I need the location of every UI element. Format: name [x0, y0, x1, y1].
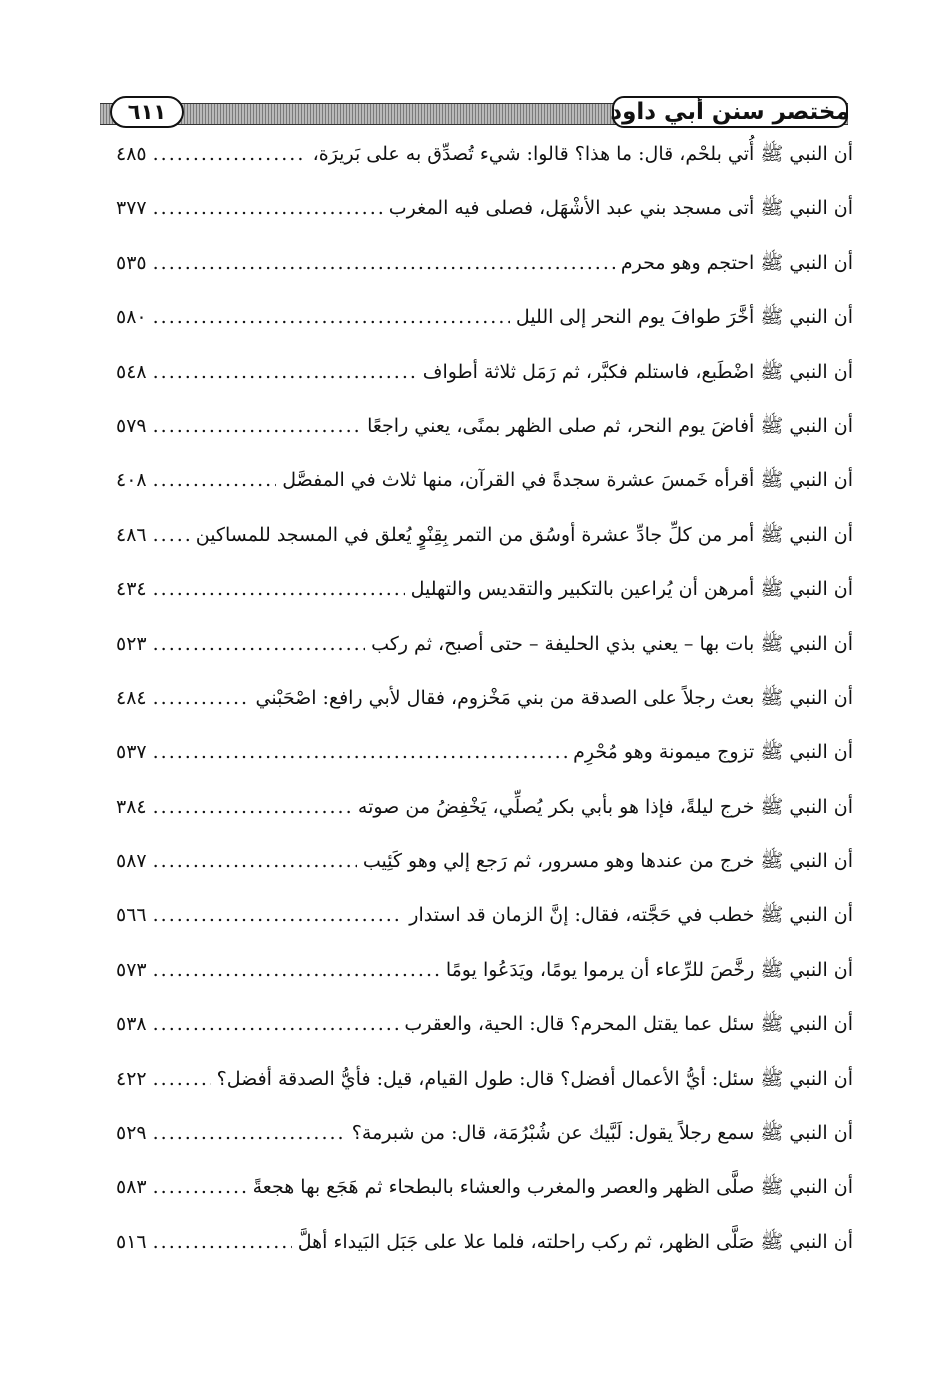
entry-text: أن النبي ﷺ سئل عما يقتل المحرم؟ قال: الحية، والعقرب — [404, 1013, 853, 1036]
book-title-box — [612, 96, 848, 128]
index-entry — [116, 523, 853, 577]
entry-text: أن النبي ﷺ أُتي بلحْم، قال: ما هذا؟ قالوا: شيء تُصدِّق به على بَريرَة، — [312, 143, 853, 165]
entry-page: ٥٦٦ — [116, 904, 147, 927]
index-entry — [116, 958, 853, 1012]
entry-text: أن النبي ﷺ تزوج ميمونة وهو مُحْرِم — [573, 741, 853, 764]
entry-text: أن النبي ﷺ خرج من عندها وهو مسرور، ثم رَجع إلي وهو كَئِيب — [362, 850, 853, 873]
index-entry — [116, 1175, 853, 1229]
leader-dots — [153, 143, 307, 165]
page-number: ٦١١ — [127, 100, 167, 124]
entry-page: ٥٢٩ — [116, 1122, 147, 1145]
entry-text: أن النبي ﷺ خطب في حَجَّته، فقال: إنَّ الزمان قد استدار — [409, 904, 853, 927]
entry-text: أن النبي ﷺ رخَّصَ للرِّعاء أن يرموا يومًا، ويَدَعُوا يومًا — [445, 958, 853, 981]
entry-page: ٣٨٤ — [116, 795, 147, 818]
leader-dots — [153, 1176, 247, 1198]
leader-dots — [153, 361, 417, 383]
page-header — [100, 96, 848, 130]
page-number-box — [110, 96, 184, 128]
entry-text: أن النبي ﷺ أخَّرَ طوافَ يوم النحر إلى الليل — [515, 306, 853, 329]
index-entries — [116, 142, 853, 1284]
book-title: مختصر سنن أبي داود — [610, 99, 850, 125]
index-entry — [116, 1067, 853, 1121]
entry-text: أن النبي ﷺ أمر من كلِّ جادِّ عشرة أوسُق من التمر بِقِنْوٍ يُعلق في المسجد للمساكين — [195, 523, 853, 546]
index-entry — [116, 251, 853, 305]
entry-page: ٤٨٦ — [116, 523, 147, 546]
entry-page: ٥٤٨ — [116, 360, 147, 383]
entry-text: أن النبي ﷺ خرج ليلةً، فإذا هو بأبي بكر يُصلِّي، يَخْفِضُ من صوته — [357, 795, 853, 818]
entry-text: أن النبي ﷺ سئل: أيُّ الأعمال أفضل؟ قال: طول القيام، قيل: فأيُّ الصدقة أفضل؟ — [216, 1067, 853, 1090]
index-entry — [116, 1012, 853, 1066]
index-entry — [116, 577, 853, 631]
leader-dots — [153, 796, 352, 818]
entry-text: أن النبي ﷺ أقرأه خَمسَ عشرة سجدةً في القرآن، منها ثلاث في المفصَّل — [282, 469, 853, 492]
entry-page: ٥٧٩ — [116, 414, 147, 437]
index-entry — [116, 468, 853, 522]
index-entry — [116, 903, 853, 957]
index-entry — [116, 686, 853, 740]
leader-dots — [153, 578, 405, 600]
index-entry — [116, 1230, 853, 1284]
entry-text: أن النبي ﷺ سمع رجلاً يقول: لَبَّيك عن شُبْرُمَة، قال: من شبرمة؟ — [351, 1122, 853, 1145]
leader-dots — [153, 197, 383, 219]
leader-dots — [153, 415, 361, 437]
entry-page: ٥١٦ — [116, 1230, 147, 1253]
entry-text: أن النبي ﷺ بات بها – يعني بذي الحليفة – حتى أصبح، ثم ركب — [371, 632, 853, 655]
index-entry — [116, 142, 853, 196]
leader-dots — [153, 850, 357, 872]
leader-dots — [153, 904, 404, 926]
leader-dots — [153, 741, 567, 763]
index-entry — [116, 305, 853, 359]
entry-page: ٤٣٤ — [116, 578, 147, 601]
leader-dots — [153, 524, 190, 546]
index-entry — [116, 849, 853, 903]
entry-text: أن النبي ﷺ صَلَّى الظهر، ثم ركب راحلته، فلما علا على جَبَل البَيداء أهلَّ — [297, 1230, 853, 1253]
leader-dots — [153, 959, 440, 981]
entry-text: أن النبي ﷺ أتى مسجد بني عبد الأشْهَل، فصلى فيه المغرب — [388, 197, 853, 220]
entry-page: ٥٨٣ — [116, 1176, 147, 1199]
leader-dots — [153, 252, 615, 274]
entry-page: ٤٢٢ — [116, 1067, 147, 1090]
index-entry — [116, 795, 853, 849]
index-entry — [116, 1121, 853, 1175]
entry-text: أن النبي ﷺ بعث رجلاً على الصدقة من بني مَخْزوم، فقال لأبي رافع: اصْحَبْني — [255, 686, 853, 709]
entry-text: أن النبي ﷺ أفاضَ يوم النحر، ثم صلى الظهر بمنًى، يعني راجعًا — [367, 414, 853, 437]
entry-text: أن النبي ﷺ اضْطَبع، فاستلم فكبَّر، ثم رَمَل ثلاثة أطواف — [422, 360, 853, 383]
entry-page: ٥٧٣ — [116, 958, 147, 981]
leader-dots — [153, 1013, 399, 1035]
entry-page: ٥٨٧ — [116, 850, 147, 873]
index-entry — [116, 360, 853, 414]
leader-dots — [153, 1068, 211, 1090]
index-entry — [116, 740, 853, 794]
leader-dots — [153, 469, 277, 491]
index-entry — [116, 196, 853, 250]
entry-text: أن النبي ﷺ أمرهن أن يُراعين بالتكبير والتقديس والتهليل — [410, 578, 853, 601]
entry-page: ٥٨٠ — [116, 306, 147, 329]
leader-dots — [153, 1231, 292, 1253]
leader-dots — [153, 633, 366, 655]
index-entry — [116, 632, 853, 686]
entry-page: ٥٣٥ — [116, 251, 147, 274]
entry-page: ٤٨٥ — [116, 143, 147, 165]
entry-page: ٣٧٧ — [116, 197, 147, 220]
entry-page: ٤٠٨ — [116, 469, 147, 492]
entry-page: ٥٢٣ — [116, 632, 147, 655]
entry-page: ٥٣٧ — [116, 741, 147, 764]
leader-dots — [153, 306, 510, 328]
entry-text: أن النبي ﷺ احتجم وهو محرم — [620, 251, 853, 274]
entry-page: ٤٨٤ — [116, 686, 147, 709]
entry-text: أن النبي ﷺ صلَّى الظهر والعصر والمغرب والعشاء بالبطحاء ثم هَجَع بها هجعةً — [252, 1176, 853, 1199]
leader-dots — [153, 687, 250, 709]
index-entry — [116, 414, 853, 468]
entry-page: ٥٣٨ — [116, 1013, 147, 1036]
leader-dots — [153, 1122, 346, 1144]
